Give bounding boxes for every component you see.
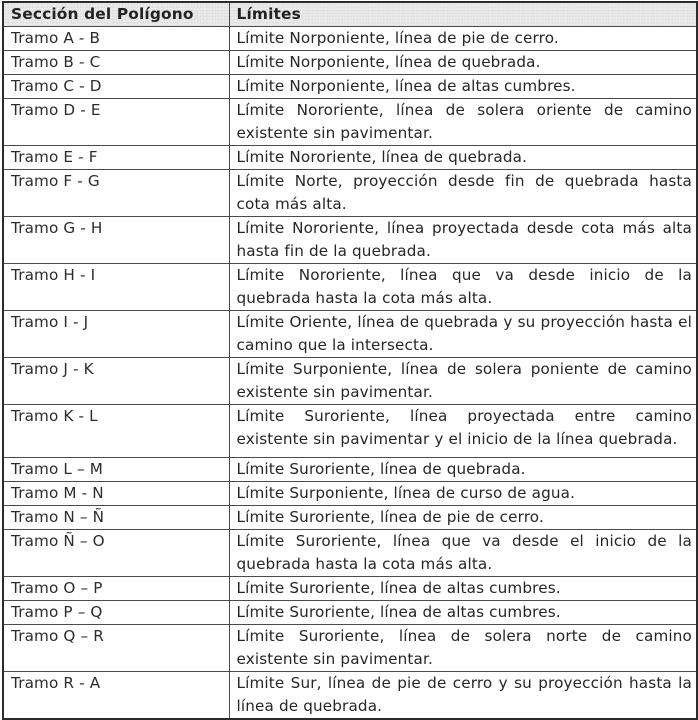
table-row	[3, 264, 697, 311]
header-limits: Límites	[229, 2, 697, 27]
table-row	[3, 405, 697, 458]
limit-cell: Límite Surponiente, línea de curso de agua.	[229, 482, 697, 506]
section-cell: Tramo C - D	[3, 75, 229, 99]
section-cell: Tramo J - K	[3, 358, 229, 405]
section-cell: Tramo O – P	[3, 577, 229, 601]
polygon-limits-table	[2, 1, 698, 720]
table-row	[3, 530, 697, 577]
limit-cell: Límite Nororiente, línea de quebrada.	[229, 146, 697, 170]
limit-cell: Límite Norponiente, línea de altas cumbres.	[229, 75, 697, 99]
section-cell: Tramo R - A	[3, 672, 229, 720]
limit-cell: Límite Suroriente, línea que va desde el inicio de la quebrada hasta la cota más alta.	[229, 530, 697, 577]
section-cell: Tramo Q – R	[3, 625, 229, 672]
header-row	[3, 2, 697, 27]
limit-cell: Límite Sur, línea de pie de cerro y su proyección hasta la línea de quebrada.	[229, 672, 697, 720]
section-cell: Tramo I - J	[3, 311, 229, 358]
table-row	[3, 75, 697, 99]
section-cell: Tramo E - F	[3, 146, 229, 170]
limit-cell: Límite Nororiente, línea de solera oriente de camino existente sin pavimentar.	[229, 99, 697, 146]
table-row	[3, 482, 697, 506]
limit-cell: Límite Suroriente, línea de pie de cerro.	[229, 506, 697, 530]
table-row	[3, 51, 697, 75]
limit-cell: Límite Suroriente, línea de altas cumbres.	[229, 601, 697, 625]
table-row	[3, 458, 697, 482]
section-cell: Tramo F - G	[3, 170, 229, 217]
table-row	[3, 311, 697, 358]
limit-cell: Límite Norte, proyección desde fin de quebrada hasta cota más alta.	[229, 170, 697, 217]
section-cell: Tramo G - H	[3, 217, 229, 264]
limit-cell: Límite Suroriente, línea de altas cumbres.	[229, 577, 697, 601]
limit-cell: Límite Nororiente, línea que va desde inicio de la quebrada hasta la cota más alta.	[229, 264, 697, 311]
limit-cell: Límite Suroriente, línea proyectada entre camino existente sin pavimentar y el inicio de la línea quebrada.	[229, 405, 697, 458]
table-row	[3, 506, 697, 530]
section-cell: Tramo L – M	[3, 458, 229, 482]
table-row	[3, 672, 697, 720]
section-cell: Tramo Ñ – O	[3, 530, 229, 577]
section-cell: Tramo N – Ñ	[3, 506, 229, 530]
limit-cell: Límite Suroriente, línea de solera norte de camino existente sin pavimentar.	[229, 625, 697, 672]
section-cell: Tramo A - B	[3, 27, 229, 51]
table-row	[3, 601, 697, 625]
limit-cell: Límite Suroriente, línea de quebrada.	[229, 458, 697, 482]
section-cell: Tramo H - I	[3, 264, 229, 311]
limit-cell: Límite Nororiente, línea proyectada desde cota más alta hasta fin de la quebrada.	[229, 217, 697, 264]
section-cell: Tramo D - E	[3, 99, 229, 146]
section-cell: Tramo P – Q	[3, 601, 229, 625]
table-header	[3, 2, 697, 27]
header-section: Sección del Polígono	[3, 2, 229, 27]
table-row	[3, 358, 697, 405]
section-cell: Tramo K - L	[3, 405, 229, 458]
table-row	[3, 577, 697, 601]
table-row	[3, 146, 697, 170]
section-cell: Tramo M - N	[3, 482, 229, 506]
limit-cell: Límite Norponiente, línea de quebrada.	[229, 51, 697, 75]
limit-cell: Límite Oriente, línea de quebrada y su proyección hasta el camino que la intersecta.	[229, 311, 697, 358]
table-row	[3, 27, 697, 51]
limit-cell: Límite Surponiente, línea de solera poniente de camino existente sin pavimentar.	[229, 358, 697, 405]
table-row	[3, 625, 697, 672]
limit-cell: Límite Norponiente, línea de pie de cerro.	[229, 27, 697, 51]
table-row	[3, 99, 697, 146]
table-row	[3, 170, 697, 217]
section-cell: Tramo B - C	[3, 51, 229, 75]
table-body	[3, 27, 697, 720]
table-row	[3, 217, 697, 264]
